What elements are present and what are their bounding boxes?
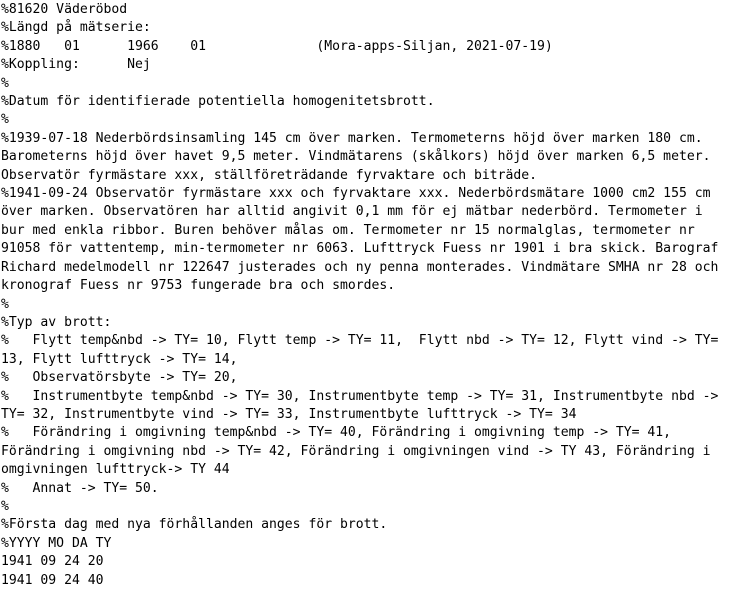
break-type-other-line: % Annat -> TY= 50.	[1, 480, 159, 496]
series-range-line: %1880 01 1966 01 (Mora-apps-Siljan, 2021-07-19)	[1, 38, 553, 54]
break-type-move-line: % Flytt temp&nbd -> TY= 10, Flytt temp -> TY= 11, Flytt nbd -> TY= 12, Flytt vind -> TY= 13, Flytt lufttryck -> TY= 14,	[1, 333, 727, 367]
text-document	[1, 1, 729, 590]
comment-separator: %	[1, 75, 9, 91]
comment-separator: %	[1, 296, 9, 312]
comment-separator: %	[1, 112, 9, 128]
comment-separator: %	[1, 498, 9, 514]
breakpoints-heading-line: %Datum för identifierade potentiella homogenitetsbrott.	[1, 94, 435, 110]
coupling-line: %Koppling: Nej	[1, 57, 151, 73]
break-type-instrument-line: % Instrumentbyte temp&nbd -> TY= 30, Instrumentbyte temp -> TY= 31, Instrumentbyte nbd -> TY= 32, Instrumentbyte vind -> TY= 33, Instrumentbyte lufttryck -> TY= 34	[1, 388, 727, 422]
first-day-note-line: %Första dag med nya förhållanden anges för brott.	[1, 517, 388, 533]
data-row: 1941 09 24 20	[1, 554, 104, 570]
break-type-observer-line: % Observatörsbyte -> TY= 20,	[1, 370, 238, 386]
break-type-environment-line: % Förändring i omgivning temp&nbd -> TY= 40, Förändring i omgivning temp -> TY= 41, Förändring i omgivning nbd -> TY= 42, Förändring i omgivningen vind -> TY 43, Förändring i omgivningen lufttryck-> TY 44	[1, 425, 719, 478]
series-length-label-line: %Längd på mätserie:	[1, 20, 151, 36]
event-1941-paragraph: %1941-09-24 Observatör fyrmästare xxx och fyrvaktare xxx. Nederbördsmätare 1000 cm2 155 cm över marken. Observatören har alltid angivit 0,1 mm för ej mätbar nederbörd. Termometer i bur med enkla ribbor. Buren behöver målas om. Termometer nr 15 normalglas, termometer nr 91058 för vattentemp, min-termometer nr 6063. Lufttryck Fuess nr 1901 i bra skick. Barograf Richard medelmodell nr 122647 justerades och ny penna monterades. Vindmätare SMHA nr 28 och kronograf Fuess nr 9753 fungerade bra och smordes.	[1, 186, 727, 294]
data-row: 1941 09 24 40	[1, 572, 104, 588]
break-types-heading-line: %Typ av brott:	[1, 314, 112, 330]
column-header-line: %YYYY MO DA TY	[1, 535, 112, 551]
event-1939-paragraph: %1939-07-18 Nederbördsinsamling 145 cm över marken. Termometerns höjd över marken 180 cm. Barometerns höjd över havet 9,5 meter. Vindmätarens (skålkors) höjd över marken 6,5 meter. Observatör fyrmästare xxx, ställföreträdande fyrvaktare och biträde.	[1, 130, 719, 183]
station-header-line: %81620 Väderöbod	[1, 2, 128, 17]
